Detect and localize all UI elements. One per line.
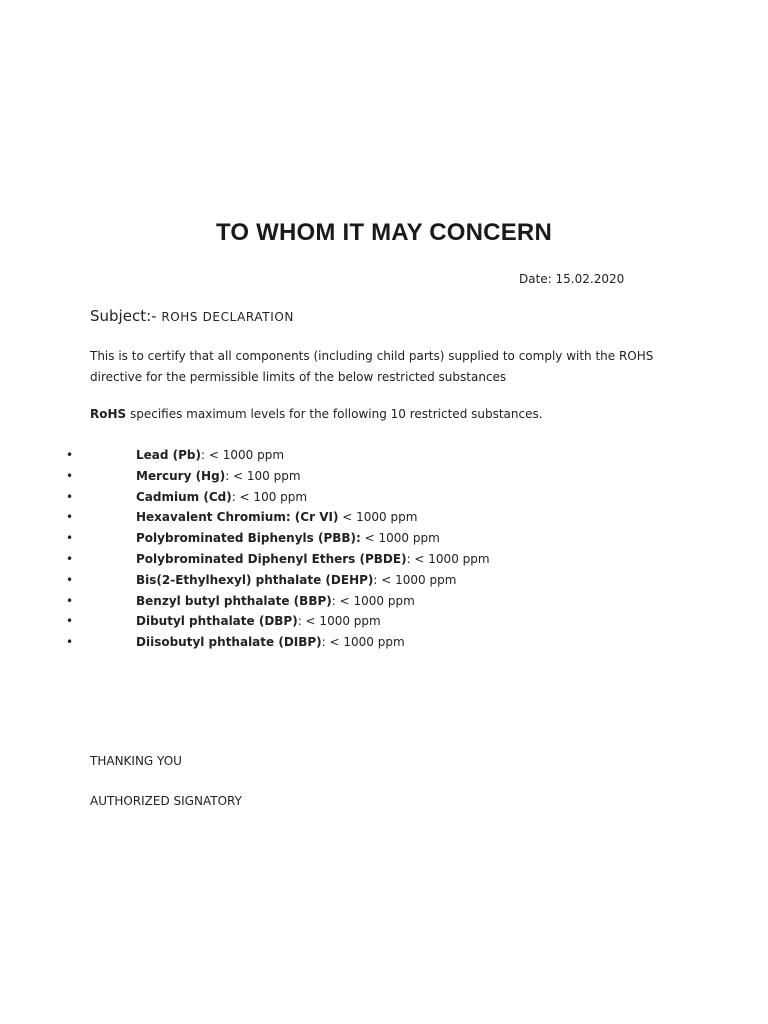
substance-limit: : < 1000 ppm	[201, 448, 285, 462]
substance-name: Diisobutyl phthalate (DIBP)	[136, 635, 322, 650]
substance-name: Benzyl butyl phthalate (BBP)	[136, 593, 332, 608]
bullet-icon: •	[66, 531, 74, 546]
substance-limit: : < 1000 ppm	[297, 614, 381, 629]
rohs-description: specifies maximum levels for the following 10 restricted substances.	[126, 407, 543, 421]
bullet-icon: •	[66, 551, 74, 566]
substance-name: Hexavalent Chromium: (Cr VI)	[136, 510, 339, 525]
bullet-icon: •	[66, 572, 74, 587]
substance-name: Polybrominated Biphenyls (PBB):	[136, 531, 361, 546]
substance-name: Dibutyl phthalate (DBP)	[136, 614, 298, 629]
substance-name: Cadmium (Cd)	[136, 489, 232, 504]
rohs-term: RoHS	[90, 407, 127, 421]
certification-paragraph: This is to certify that all components (including child parts) supplied to comply with the ROHS directive for the permissible limits of the below restricted substances	[90, 349, 654, 384]
substance-name: Polybrominated Diphenyl Ethers (PBDE)	[136, 551, 407, 566]
substance-name: Lead (Pb)	[136, 448, 202, 462]
substance-limit: < 1000 ppm	[338, 510, 418, 525]
bullet-icon: •	[66, 468, 74, 483]
bullet-icon: •	[66, 614, 74, 629]
substance-limit: : < 1000 ppm	[321, 635, 405, 650]
subject-label: Subject:-	[90, 307, 157, 325]
substance-limit: : < 1000 ppm	[406, 551, 490, 566]
substance-limit: : < 100 ppm	[231, 489, 308, 504]
subject-value: ROHS DECLARATION	[161, 310, 294, 324]
substance-name: Mercury (Hg)	[136, 468, 226, 483]
signatory-line: AUTHORIZED SIGNATORY	[90, 794, 242, 808]
document-title: TO WHOM IT MAY CONCERN	[216, 219, 552, 246]
document-date: Date: 15.02.2020	[519, 272, 625, 286]
bullet-icon: •	[66, 635, 74, 650]
bullet-icon: •	[66, 593, 74, 608]
bullet-icon: •	[66, 489, 74, 504]
substance-limit: < 1000 ppm	[360, 531, 440, 546]
substance-limit: : < 1000 ppm	[373, 572, 457, 587]
rohs-statement	[90, 407, 543, 421]
bullet-icon: •	[66, 510, 74, 525]
substance-name: Bis(2-Ethylhexyl) phthalate (DEHP)	[136, 572, 374, 587]
closing-line: THANKING YOU	[90, 754, 182, 768]
substance-limit: : < 1000 ppm	[331, 593, 415, 608]
subject-line	[90, 307, 294, 325]
substance-limit: : < 100 ppm	[225, 468, 301, 483]
bullet-icon: •	[66, 448, 74, 462]
